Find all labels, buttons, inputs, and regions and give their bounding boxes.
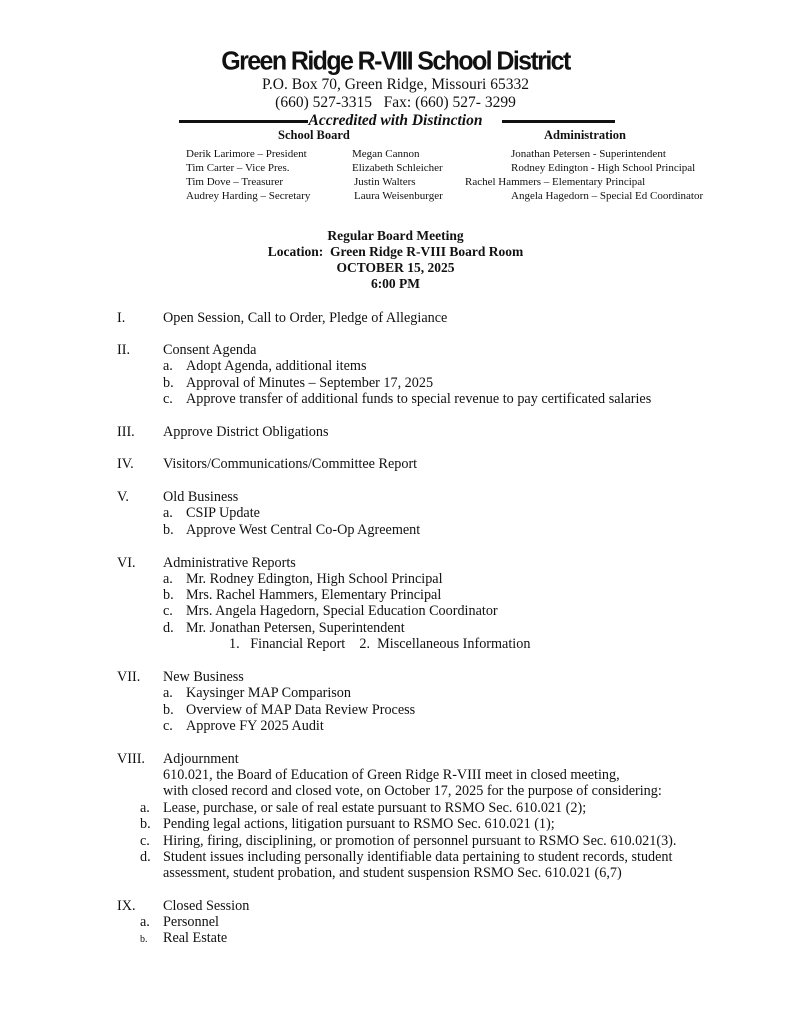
district-address: P.O. Box 70, Green Ridge, Missouri 65332 — [262, 76, 529, 93]
section-title: Approve District Obligations — [163, 424, 329, 440]
agenda-item: Kaysinger MAP Comparison — [186, 685, 351, 701]
meeting-type: Regular Board Meeting — [327, 228, 464, 243]
section-title: Consent Agenda — [163, 342, 257, 358]
agenda-item: Mr. Jonathan Petersen, Superintendent — [186, 620, 405, 636]
agenda-item: Mr. Rodney Edington, High School Principal — [186, 571, 443, 587]
item-label: d. — [163, 620, 174, 636]
section-number: VIII. — [117, 751, 145, 767]
board-member: Tim Dove – Treasurer — [186, 176, 284, 188]
board-member: Audrey Harding – Secretary — [186, 190, 311, 202]
section-paragraph: with closed record and closed vote, on October 17, 2025 for the purpose of considering: — [163, 783, 662, 799]
agenda-item: Approve FY 2025 Audit — [186, 718, 324, 734]
section-title: Open Session, Call to Order, Pledge of Allegiance — [163, 310, 448, 326]
item-label: c. — [163, 718, 173, 734]
school-board-heading: School Board — [278, 128, 350, 142]
district-phone-fax: (660) 527-3315 Fax: (660) 527- 3299 — [275, 94, 516, 111]
section-number: V. — [117, 489, 129, 505]
board-member: Laura Weisenburger — [354, 190, 443, 202]
section-title: Adjournment — [163, 751, 239, 767]
item-label: b. — [140, 816, 151, 832]
section-title: Visitors/Communications/Committee Report — [163, 456, 418, 472]
item-label: c. — [163, 603, 173, 619]
agenda-item: Pending legal actions, litigation pursuant to RSMO Sec. 610.021 (1); — [163, 816, 555, 832]
section-number: VI. — [117, 555, 136, 571]
item-label: a. — [163, 505, 173, 521]
admin-member: Rodney Edington - High School Principal — [511, 162, 696, 174]
agenda-item: Student issues including personally identifiable data pertaining to student records, student — [163, 849, 673, 865]
district-name: Green Ridge R-VIII School District — [221, 46, 570, 76]
accreditation-text: Accredited with Distinction — [308, 112, 483, 129]
admin-member: Rachel Hammers – Elementary Principal — [465, 176, 646, 188]
item-label: c. — [140, 833, 150, 849]
agenda-item: Mrs. Rachel Hammers, Elementary Principal — [186, 587, 442, 603]
section-title: Old Business — [163, 489, 239, 505]
agenda-item: Adopt Agenda, additional items — [186, 358, 367, 374]
section-number: II. — [117, 342, 130, 358]
right-rule — [502, 120, 615, 123]
agenda-item: Mrs. Angela Hagedorn, Special Education Coordinator — [186, 603, 498, 619]
item-label: a. — [140, 800, 150, 816]
section-title: New Business — [163, 669, 244, 685]
administration-heading: Administration — [544, 128, 626, 142]
board-member: Tim Carter – Vice Pres. — [186, 162, 290, 174]
board-member: Justin Walters — [354, 176, 416, 188]
agenda-item: Hiring, firing, disciplining, or promotion of personnel pursuant to RSMO Sec. 610.021(3). — [163, 833, 677, 849]
section-number: VII. — [117, 669, 141, 685]
agenda-item: CSIP Update — [186, 505, 260, 521]
item-label: a. — [163, 685, 173, 701]
agenda-item: Approve transfer of additional funds to special revenue to pay certificated salaries — [186, 391, 652, 407]
agenda-item: Approval of Minutes – September 17, 2025 — [186, 375, 434, 391]
section-paragraph: 610.021, the Board of Education of Green Ridge R-VIII meet in closed meeting, — [163, 767, 620, 783]
meeting-location: Location: Green Ridge R-VIII Board Room — [267, 244, 524, 259]
agenda-subitems: 1. Financial Report 2. Miscellaneous Information — [229, 636, 531, 652]
section-number: IV. — [117, 456, 134, 472]
board-member: Megan Cannon — [352, 148, 420, 160]
item-label: b. — [163, 702, 174, 718]
agenda-item-continued: assessment, student probation, and student suspension RSMO Sec. 610.021 (6,7) — [163, 865, 622, 881]
admin-member: Angela Hagedorn – Special Ed Coordinator — [511, 190, 704, 202]
agenda-item: Overview of MAP Data Review Process — [186, 702, 416, 718]
section-number: IX. — [117, 898, 136, 914]
agenda-item: Lease, purchase, or sale of real estate pursuant to RSMO Sec. 610.021 (2); — [163, 800, 587, 816]
section-number: I. — [117, 310, 126, 326]
item-label: a. — [163, 358, 173, 374]
item-label: b. — [140, 934, 148, 945]
item-label: b. — [163, 587, 174, 603]
item-label: b. — [163, 375, 174, 391]
item-label: c. — [163, 391, 173, 407]
board-member: Elizabeth Schleicher — [352, 162, 443, 174]
admin-member: Jonathan Petersen - Superintendent — [511, 148, 666, 160]
item-label: d. — [140, 849, 151, 865]
item-label: b. — [163, 522, 174, 538]
meeting-date: OCTOBER 15, 2025 — [336, 260, 455, 275]
section-title: Closed Session — [163, 898, 250, 914]
item-label: a. — [163, 571, 173, 587]
meeting-time: 6:00 PM — [370, 276, 421, 291]
agenda-item: Real Estate — [163, 930, 228, 946]
section-number: III. — [117, 424, 135, 440]
section-title: Administrative Reports — [163, 555, 296, 571]
agenda-item: Personnel — [163, 914, 219, 930]
board-member: Derik Larimore – President — [186, 148, 307, 160]
item-label: a. — [140, 914, 150, 930]
agenda-item: Approve West Central Co-Op Agreement — [186, 522, 421, 538]
